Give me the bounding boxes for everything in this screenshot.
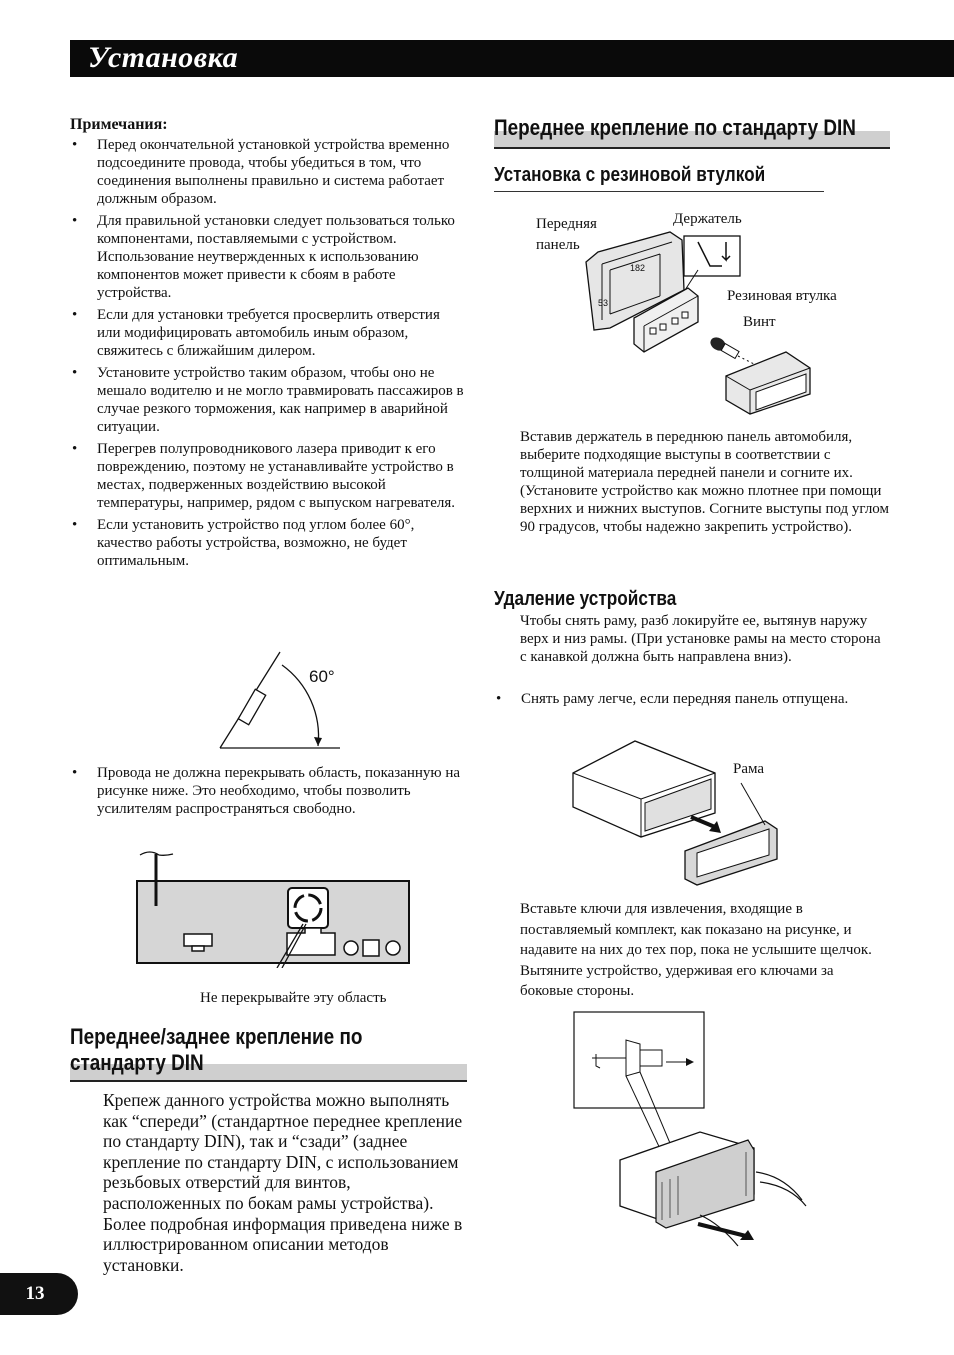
front-panel-label-1: Передняя xyxy=(536,216,597,232)
rear-panel-diagram xyxy=(135,850,415,968)
front-rear-body: Крепеж данного устройства можно выполнять как “спереди” (стандартное переднее крепление по стандарту DIN), так и “сзади” (заднее крепление по стандарту DIN, с использованием резьбовых отверстий для винтов, расположенных по бокам рамы устройства). Более подробная информация приведена ниже в иллюстрированном описании методов установки. xyxy=(103,1090,463,1275)
dim-53: 53 xyxy=(598,298,609,308)
wire-note-list xyxy=(70,764,465,822)
remove-bullet: • Снять раму легче, если передняя панель отпущена. xyxy=(494,690,890,708)
remove-text: Чтобы снять раму, разб локируйте ее, вытянув наружу верх и низ рамы. (При установке рамы на место сторона с канавкой должна быть направлена вниз). xyxy=(520,613,881,665)
angle-diagram xyxy=(210,645,350,755)
install-diagram xyxy=(580,230,820,415)
section-heading-front-din: Переднее крепление по стандарту DIN xyxy=(494,115,856,140)
note-item: • Если для установки требуется просверлить отверстия или модифицировать автомобиль иным образом, свяжитесь с ближайшим дилером. xyxy=(70,306,465,360)
rubber-bush-label: Резиновая втулка xyxy=(727,288,837,304)
page-number: 13 xyxy=(0,1273,78,1315)
wire-note: • Провода не должна перекрывать область, показанную на рисунке ниже. Это необходимо, чтобы позволить усилителям распространяться свободно. xyxy=(70,764,465,818)
frame-removal-diagram xyxy=(565,735,785,890)
note-item: • Если установить устройство под углом более 60°, качество работы устройства, возможно, не будет оптимальным. xyxy=(70,516,465,570)
notes-list xyxy=(70,136,465,574)
key-extraction-diagram xyxy=(570,1010,825,1250)
note-item: • Перегрев полупроводникового лазера приводит к его повреждению, поэтому не устанавливайте устройство в местах, подверженных воздействию высокой температуры, например, рядом с выпуском нагревателя. xyxy=(70,440,465,512)
note-item: • Для правильной установки следует пользоваться только компонентами, поставляемыми с устройством. Использование неутвержденных к использованию компонентов может привести к сбоям в работе устройства. xyxy=(70,212,465,302)
screw-label: Винт xyxy=(743,314,776,330)
subheading-rubber-bush: Установка с резиновой втулкой xyxy=(494,164,766,186)
section-heading-front-rear xyxy=(70,1024,466,1076)
page-title: Установка xyxy=(88,41,239,74)
subheading-rule xyxy=(494,191,824,192)
heading-line: стандарту DIN xyxy=(70,1050,204,1075)
dim-182: 182 xyxy=(630,263,646,273)
angle-label: 60° xyxy=(309,667,335,686)
subheading-removal: Удаление устройства xyxy=(494,588,677,610)
note-item: • Перед окончательной установкой устройства временно подсоедините провода, чтобы убедиться в том, что соединения выполнены правильно и система работает должным образом. xyxy=(70,136,465,208)
keys-text: Вставьте ключи для извлечения, входящие в поставляемый комплект, как показано на рисунке, и надавите на них до тех пор, пока не услышите щелчок. Вытяните устройство, удерживая его ключами за боковые стороны. xyxy=(520,901,872,999)
remove-bullet-list xyxy=(494,690,890,712)
note-item: • Установите устройство таким образом, чтобы оно не мешало водителю и не могло травмировать пассажиров в случае резкого торможения, как например в аварийной ситуации. xyxy=(70,364,465,436)
notes-title: Примечания: xyxy=(70,116,168,133)
do-not-cover-label: Не перекрывайте эту область xyxy=(200,990,387,1006)
heading-line: Переднее/заднее крепление по xyxy=(70,1024,363,1049)
holder-label: Держатель xyxy=(673,211,742,227)
front-panel-label-2: панель xyxy=(536,237,580,253)
frame-label: Рама xyxy=(733,761,765,777)
header-bar xyxy=(70,40,954,77)
install-text: Вставив держатель в переднюю панель автомобиля, выберите подходящие выступы в соответствии с толщиной материала передней панели и согните их. (Установите устройство как можно плотнее при помощи верхних и нижних выступов. Согните выступы под углом 90 градусов, чтобы надежно закрепить устройство). xyxy=(520,429,890,535)
